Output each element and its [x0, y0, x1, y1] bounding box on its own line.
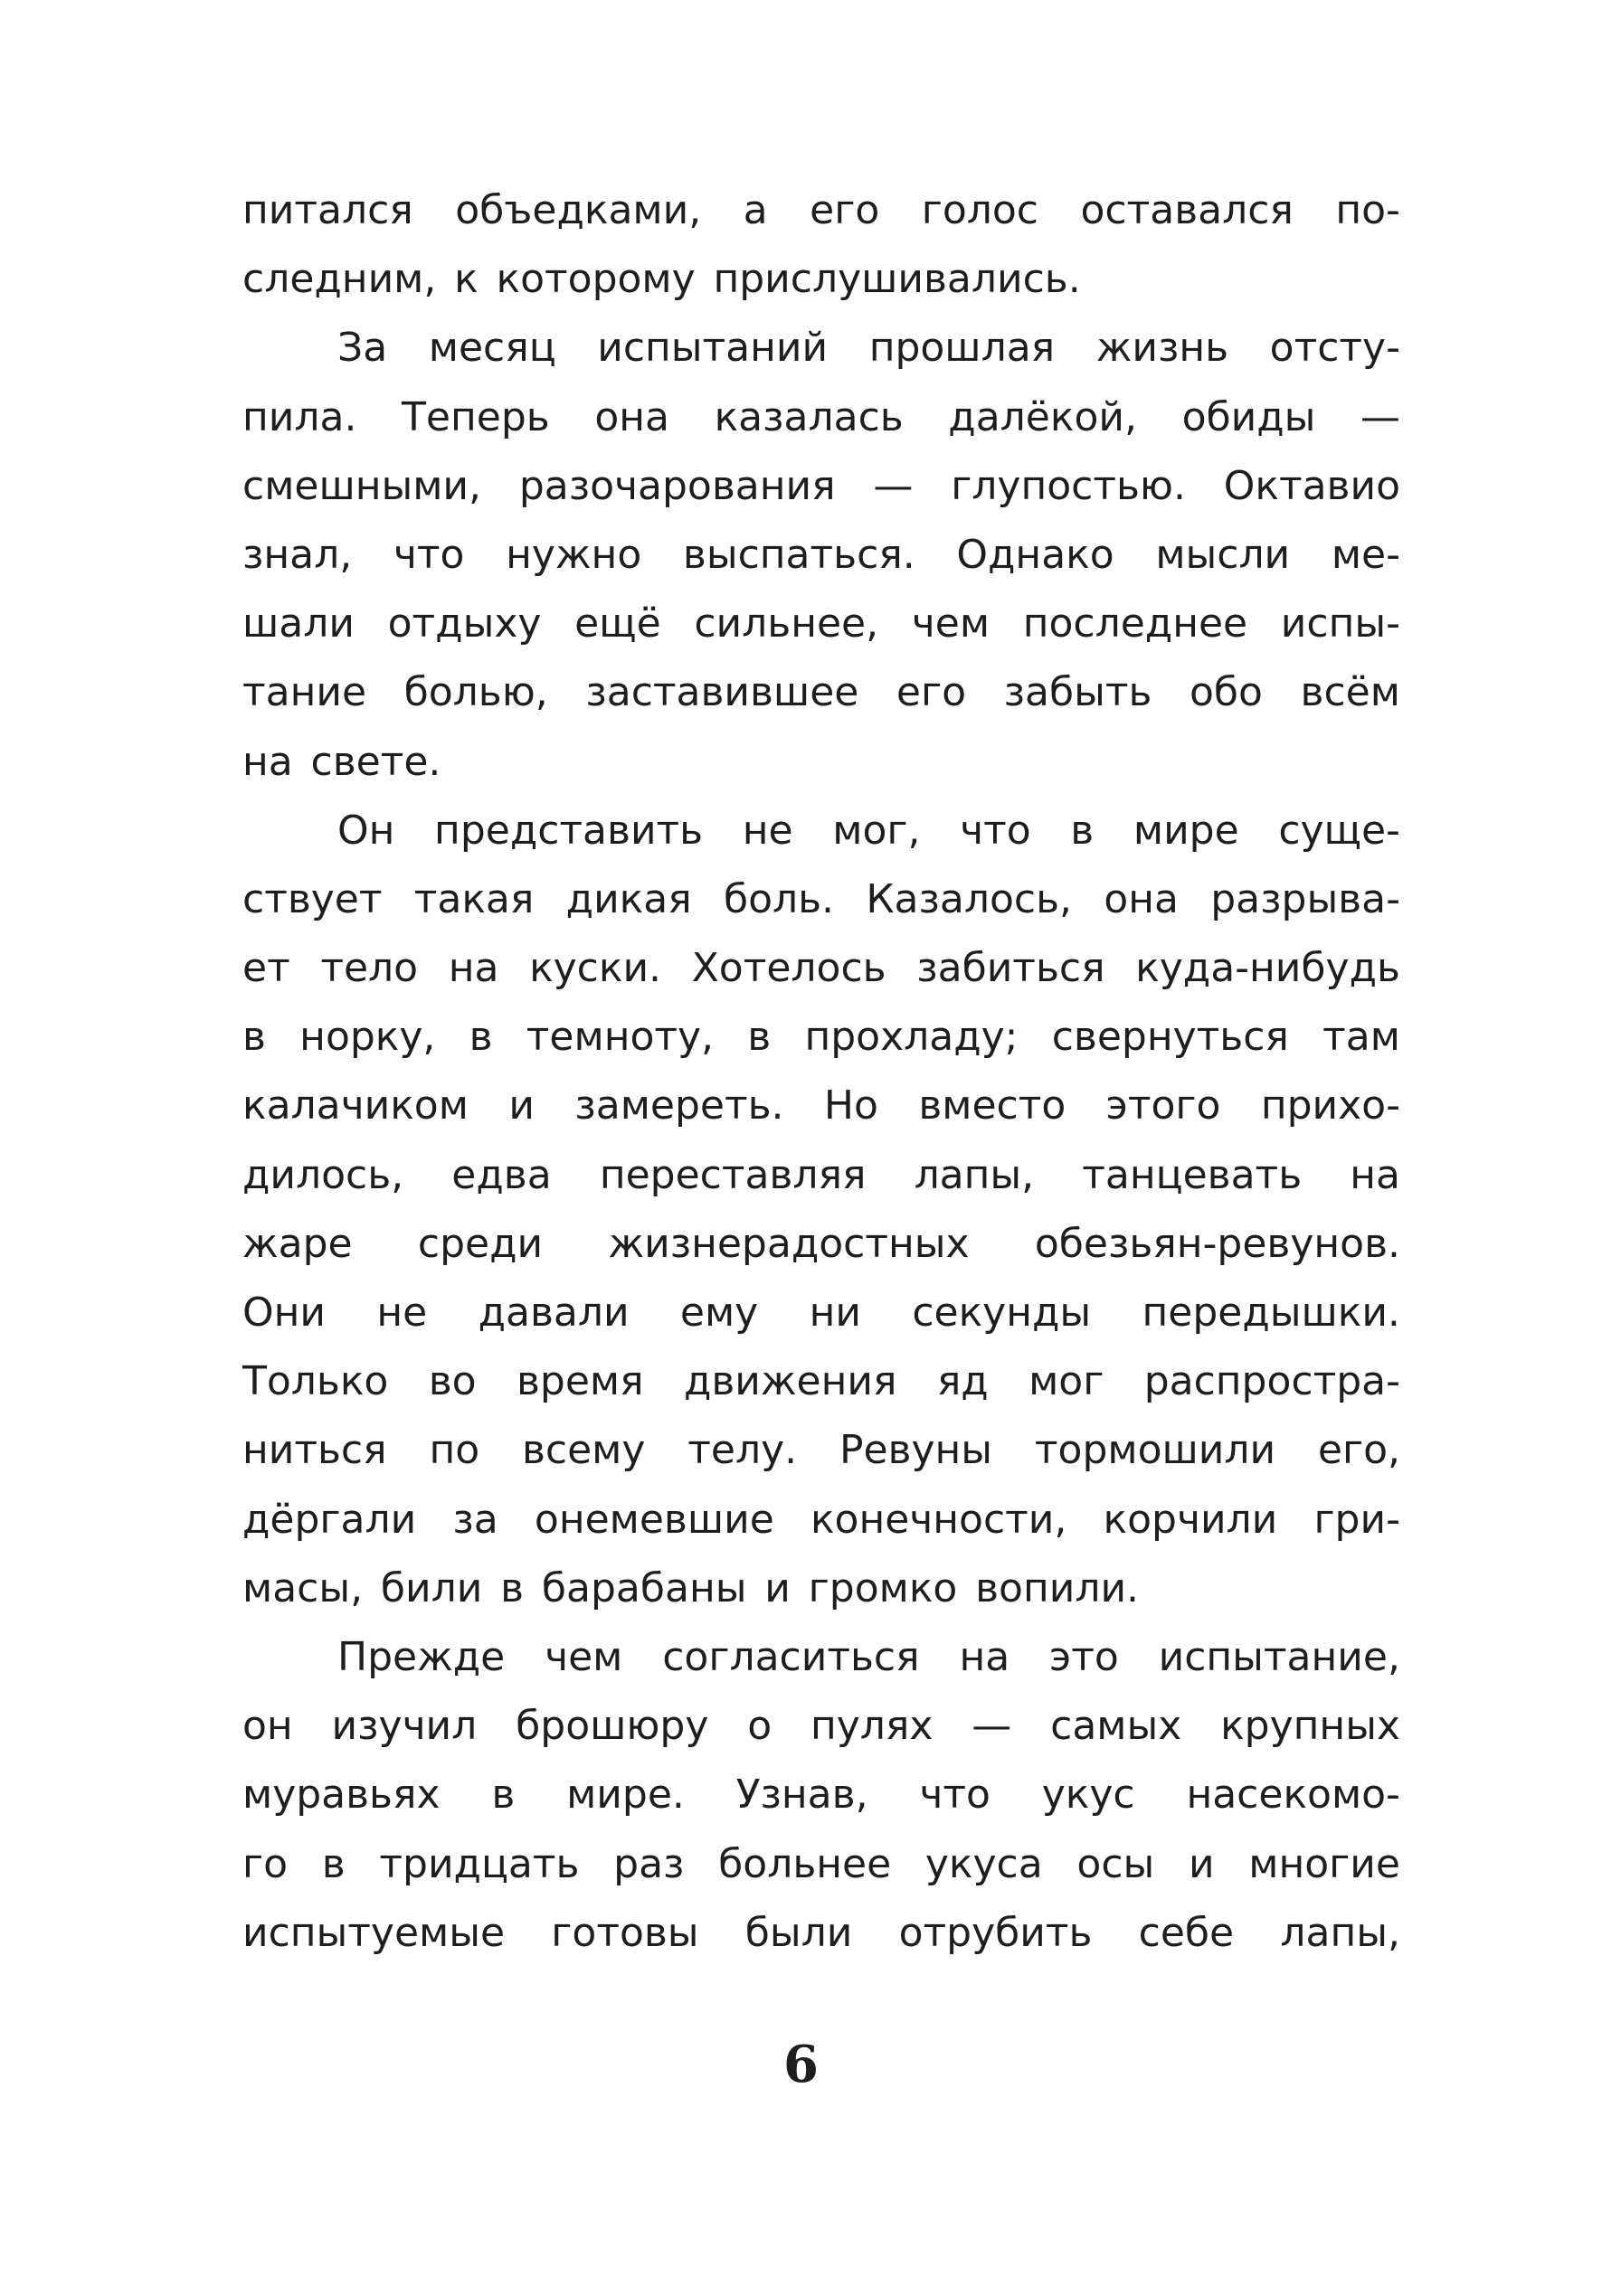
text-line: жаре среди жизнерадостных обезьян-ревунов. — [242, 1220, 1400, 1267]
text-line: в норку, в темноту, в прохладу; свернуться там — [242, 1014, 1400, 1061]
text-line: он изучил брошюру о пулях — самых крупных — [242, 1703, 1400, 1750]
text-line: питался объедками, а его голос оставался по- — [242, 187, 1400, 233]
text-line: ствует такая дикая боль. Казалось, она разрыва- — [242, 875, 1400, 922]
text-line: тание болью, заставившее его забыть обо всём — [242, 669, 1400, 716]
text-line: шали отдыху ещё сильнее, чем последнее испы- — [242, 600, 1400, 647]
text-line: дёргали за онемевшие конечности, корчили гри- — [242, 1496, 1400, 1543]
text-line: на свете. — [242, 738, 441, 785]
text-line: калачиком и замереть. Но вместо этого прихо- — [242, 1082, 1400, 1129]
text-line: ниться по всему телу. Ревуны тормошили его, — [242, 1427, 1400, 1474]
text-line: За месяц испытаний прошлая жизнь отсту- — [337, 325, 1400, 372]
paragraph — [242, 176, 1400, 314]
text-line: Они не давали ему ни секунды передышки. — [242, 1290, 1400, 1336]
text-line: знал, что нужно выспаться. Однако мысли ме- — [242, 531, 1400, 578]
body-text — [242, 176, 1400, 1968]
text-line: дилось, едва переставляя лапы, танцевать на — [242, 1151, 1400, 1198]
text-line: пила. Теперь она казалась далёкой, обиды — — [242, 393, 1400, 440]
paragraph — [242, 1623, 1400, 1968]
page-number: 6 — [783, 2035, 819, 2094]
text-line: муравьях в мире. Узнав, что укус насекомо- — [242, 1772, 1400, 1819]
paragraph — [242, 314, 1400, 796]
text-line: Прежде чем согласиться на это испытание, — [337, 1633, 1400, 1680]
text-line: смешными, разочарования — глупостью. Октавио — [242, 462, 1400, 509]
text-line: го в тридцать раз больнее укуса осы и многие — [242, 1840, 1400, 1887]
text-line: Он представить не мог, что в мире суще- — [337, 807, 1400, 854]
text-line: Только во время движения яд мог распростра- — [242, 1358, 1400, 1405]
text-line: испытуемые готовы были отрубить себе лапы, — [242, 1909, 1400, 1956]
text-line: масы, били в барабаны и громко вопили. — [242, 1564, 1140, 1611]
text-line: следним, к которому прислушивались. — [242, 256, 1081, 303]
text-line: ет тело на куски. Хотелось забиться куда-нибудь — [242, 945, 1400, 992]
paragraph — [242, 797, 1400, 1623]
